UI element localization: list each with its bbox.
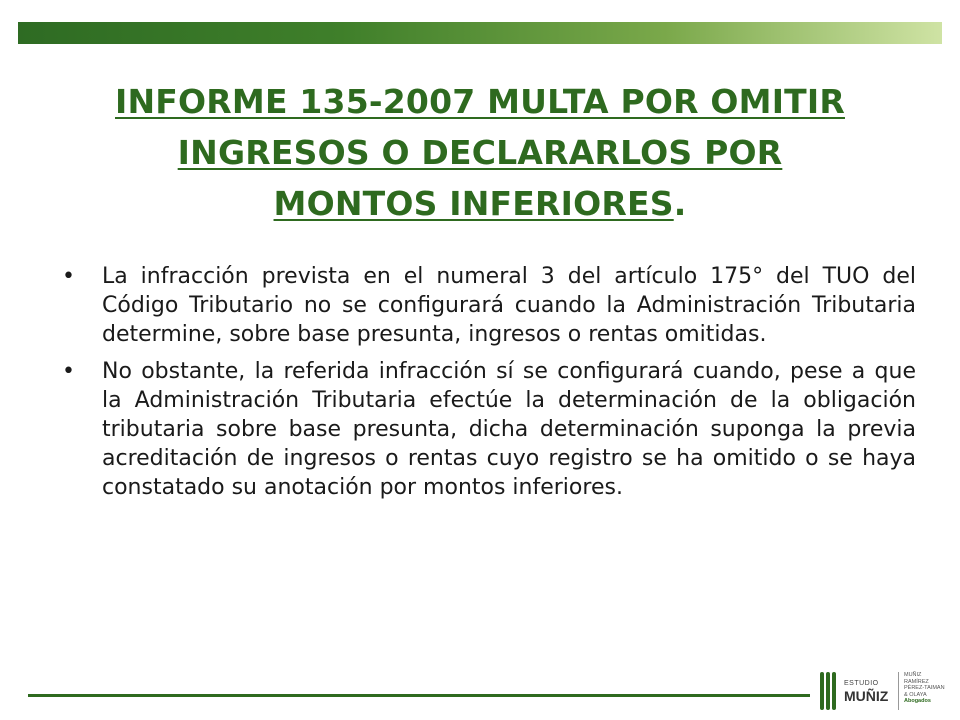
partner-name: PÉREZ-TAIMAN bbox=[904, 685, 945, 691]
partner-name: & OLAYA bbox=[904, 691, 927, 698]
bullet-list bbox=[60, 262, 916, 510]
slide-title bbox=[40, 76, 920, 229]
bullet-item bbox=[60, 262, 916, 349]
bottom-divider bbox=[28, 694, 810, 697]
title-line-1: INFORME 135-2007 MULTA POR OMITIR bbox=[115, 82, 845, 121]
title-dot: . bbox=[673, 184, 687, 223]
partner-name: MUÑIZ bbox=[904, 672, 922, 678]
logo-line-1: ESTUDIO bbox=[844, 680, 879, 687]
partner-name: RAMÍREZ bbox=[904, 678, 929, 685]
title-line-2: INGRESOS O DECLARARLOS POR bbox=[177, 133, 783, 172]
bullet-text: La infracción prevista en el numeral 3 del artículo 175° del TUO del Código Tributario no se configurará cuando la Administración Tributaria determine, sobre base presunta, ingresos o rentas omitidas. bbox=[102, 264, 916, 347]
bullet-dot: • bbox=[62, 264, 75, 289]
logo-partners bbox=[904, 672, 945, 705]
logo-separator bbox=[898, 672, 899, 710]
bullet-text: No obstante, la referida infracción sí se configurará cuando, pese a que la Administración Tributaria efectúe la determinación de la obligación tributaria sobre base presunta, dicha determinación suponga la previa acreditación de ingresos o rentas cuyo registro se ha omitido o se haya constatado su anotación por montos inferiores. bbox=[102, 359, 916, 500]
bullet-dot: • bbox=[62, 359, 75, 384]
partner-name: Abogados bbox=[904, 698, 931, 704]
logo-mark-icon bbox=[820, 672, 838, 710]
company-logo bbox=[820, 668, 950, 714]
logo-line-2: MUÑIZ bbox=[844, 688, 889, 704]
top-gradient-bar bbox=[18, 22, 942, 44]
bullet-item bbox=[60, 357, 916, 502]
title-line-3: MONTOS INFERIORES bbox=[273, 184, 674, 223]
